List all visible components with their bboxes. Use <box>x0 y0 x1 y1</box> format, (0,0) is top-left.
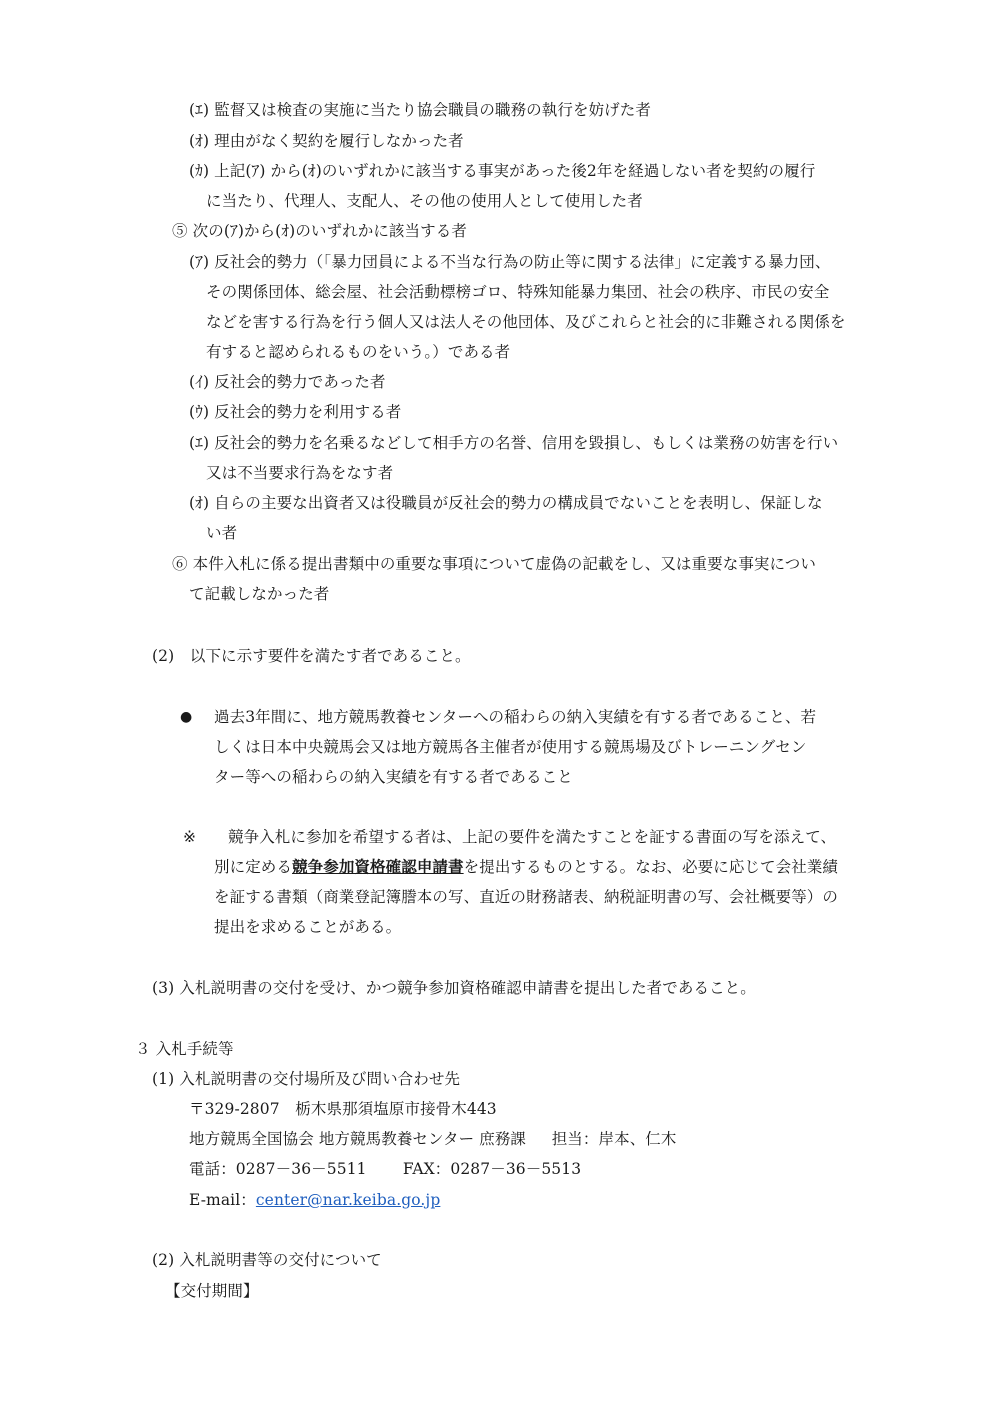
chapter3-heading: ３ 入札手続等 <box>135 1040 234 1058</box>
note-line2-post: を提出するものとする。なお、必要に応じて会社業績 <box>463 858 839 876</box>
section3-text: (3) 入札説明書の交付を受け、かつ競争参加資格確認申請書を提出した者であること。 <box>152 979 756 997</box>
delivery-period-label: 【交付期間】 <box>165 1282 259 1300</box>
organization-contact: 地方競馬全国協会 地方競馬教養センター 庶務課 担当：岸本、仁木 <box>189 1130 677 1148</box>
postal-address: 〒329-2807 栃木県那須塩原市接骨木443 <box>189 1100 497 1118</box>
email-line <box>189 1185 440 1215</box>
section2-bullet-line2: しくは日本中央競馬会又は地方競馬各主催者が使用する競馬場及びトレーニングセン <box>214 738 807 756</box>
note-line2-pre: 別に定める <box>214 858 293 876</box>
section2-head: (2) 以下に示す要件を満たす者であること。 <box>152 647 471 665</box>
item4-ka-line2: に当たり、代理人、支配人、その他の使用人として使用した者 <box>206 192 643 210</box>
note-mark: ※ <box>183 828 197 846</box>
item5-a-line2: その関係団体、総会屋、社会活動標榜ゴロ、特殊知能暴力集団、社会の秩序、市民の安全 <box>206 283 830 301</box>
item4-o: (ｵ) 理由がなく契約を履行しなかった者 <box>189 132 464 150</box>
item5-i: (ｲ) 反社会的勢力であった者 <box>189 373 386 391</box>
item4-ka-line1: (ｶ) 上記(ｱ) から(ｵ)のいずれかに該当する事実があった後2年を経過しない者を契約の履行 <box>189 162 816 180</box>
item5-a-line4: 有すると認められるものをいう。）である者 <box>206 343 511 361</box>
item5-u: (ｳ) 反社会的勢力を利用する者 <box>189 403 402 421</box>
item4-e: (ｴ) 監督又は検査の実施に当たり協会職員の職務の執行を妨げた者 <box>189 101 651 119</box>
email-label: E-mail： <box>189 1191 256 1209</box>
section2-bullet-line3: ター等への稲わらの納入実績を有する者であること <box>214 768 573 786</box>
chapter3-sub1: (1) 入札説明書の交付場所及び問い合わせ先 <box>152 1070 461 1088</box>
note-line2 <box>214 852 838 882</box>
item6-line1: ⑥ 本件入札に係る提出書類中の重要な事項について虚偽の記載をし、又は重要な事実につい <box>172 555 817 573</box>
item6-line2: て記載しなかった者 <box>189 585 330 603</box>
item5-e-line2: 又は不当要求行為をなす者 <box>206 464 394 482</box>
item5-o-line1: (ｵ) 自らの主要な出資者又は役職員が反社会的勢力の構成員でないことを表明し、保証しな <box>189 494 823 512</box>
note-line4: 提出を求めることがある。 <box>214 918 402 936</box>
item5-head: ⑤ 次の(ｱ)から(ｵ)のいずれかに該当する者 <box>172 222 467 240</box>
item5-a-line1: (ｱ) 反社会的勢力（「暴力団員による不当な行為の防止等に関する法律」に定義する暴力団、 <box>189 253 831 271</box>
email-link[interactable]: center@nar.keiba.go.jp <box>255 1191 441 1209</box>
note-line3: を証する書類（商業登記簿謄本の写、直近の財務諸表、納税証明書の写、会社概要等）の <box>214 888 839 906</box>
item5-a-line3: などを害する行為を行う個人又は法人その他団体、及びこれらと社会的に非難される関係を <box>206 313 846 331</box>
application-form-name: 競争参加資格確認申請書 <box>292 857 464 876</box>
note-line1: 競争入札に参加を希望する者は、上記の要件を満たすことを証する書面の写を添えて、 <box>228 828 837 846</box>
section2-bullet-line1: 過去3年間に、地方競馬教養センターへの稲わらの納入実績を有する者であること、若 <box>214 708 817 726</box>
item5-o-line2: い者 <box>206 524 238 542</box>
bullet-dot-icon: ● <box>180 709 193 725</box>
chapter3-sub2: (2) 入札説明書等の交付について <box>152 1251 382 1269</box>
phone-fax: 電話：0287－36－5511 FAX：0287－36－5513 <box>189 1160 582 1178</box>
item5-e-line1: (ｴ) 反社会的勢力を名乗るなどして相手方の名誉、信用を毀損し、もしくは業務の妨害を行い <box>189 434 839 452</box>
